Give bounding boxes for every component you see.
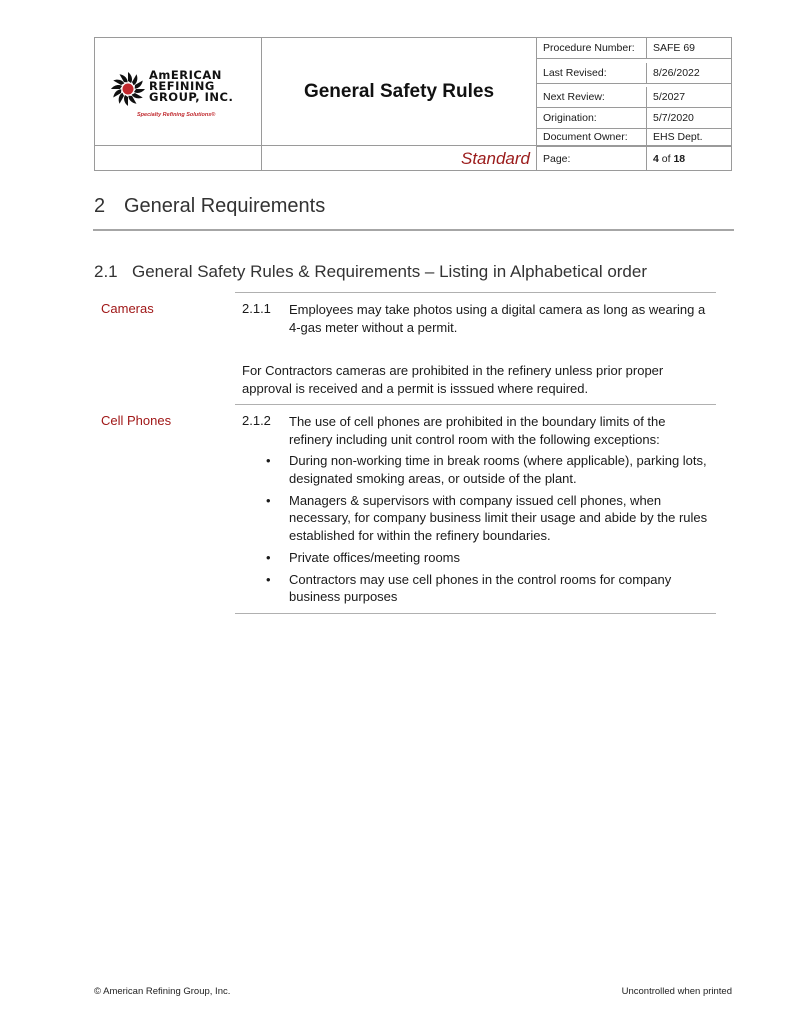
meta-row-page [537, 146, 732, 171]
item-note: For Contractors cameras are prohibited in the refinery unless prior proper approval is received and a permit is isssued where required. [242, 363, 664, 396]
subsection-number: 2.1 [94, 262, 118, 281]
logo-cell [95, 38, 262, 146]
section-divider [93, 229, 734, 231]
page-total: 18 [673, 153, 686, 165]
meta-label: Origination: [537, 108, 647, 128]
footer-copyright: © American Refining Group, Inc. [94, 986, 231, 997]
list-item [262, 571, 712, 606]
page-of: of [661, 153, 671, 165]
company-logo [109, 70, 249, 122]
meta-label: Procedure Number: [537, 38, 647, 58]
item-term-cell-phones: Cell Phones [101, 413, 172, 428]
standard-label: Standard [461, 149, 530, 168]
logo-line-2: REFINING [149, 79, 215, 93]
item-number: 2.1.2 [242, 413, 271, 428]
list-item [262, 549, 712, 567]
bullet-icon: • [266, 453, 271, 468]
bullet-icon: • [266, 549, 271, 565]
logo-tagline: Specialty Refining Solutions® [137, 112, 216, 118]
subsection-heading [94, 262, 647, 282]
meta-value: SAFE 69 [653, 42, 696, 54]
meta-label: Next Review: [537, 87, 647, 107]
standard-cell [262, 146, 537, 171]
meta-value: 5/2027 [653, 91, 686, 103]
list-item-text: During non-working time in break rooms (where applicable), parking lots, designated smoking areas, or outside of the plant. [289, 453, 707, 486]
meta-value: 8/26/2022 [653, 67, 700, 79]
section-heading [94, 195, 325, 218]
page-indicator [647, 147, 732, 171]
list-item [262, 452, 712, 487]
logo-wordmark [149, 70, 233, 103]
meta-row-last-revised [537, 63, 732, 84]
blank-cell [95, 146, 262, 171]
meta-label: Page: [537, 147, 647, 171]
list-item-text: Contractors may use cell phones in the control rooms for company business purposes [289, 571, 672, 604]
document-header-table [94, 37, 732, 171]
bullet-icon: • [266, 571, 271, 587]
list-item [262, 492, 712, 545]
item-term-cameras: Cameras [101, 301, 154, 316]
list-item-text: Managers & supervisors with company issued cell phones, when necessary, for company business limit their usage and abide by the rules established for within the refinery boundaries. [289, 492, 708, 543]
meta-row-next-review [537, 87, 732, 108]
bullet-icon: • [266, 492, 271, 508]
meta-row-procedure-number [537, 38, 732, 59]
meta-label: Document Owner: [537, 128, 647, 145]
section-title: General Requirements [124, 195, 326, 217]
subsection-title: General Safety Rules & Requirements – Listing in Alphabetical order [132, 262, 648, 281]
meta-label: Last Revised: [537, 63, 647, 83]
section-number: 2 [94, 195, 106, 217]
item-text: Employees may take photos using a digital camera as long as wearing a 4-gas meter without a permit. [289, 302, 706, 335]
item-number: 2.1.1 [242, 301, 271, 316]
meta-value: 5/7/2020 [653, 112, 694, 124]
row-divider [235, 404, 716, 405]
logo-line-3: GROUP, INC. [149, 90, 234, 104]
row-divider [235, 613, 716, 614]
exceptions-list [262, 452, 712, 610]
row-divider [235, 292, 716, 293]
meta-row-document-owner [537, 128, 732, 146]
sunburst-logo-icon [109, 70, 147, 108]
title-cell [262, 38, 537, 146]
meta-row-origination [537, 108, 732, 129]
logo-line-1: AmERICAN [149, 68, 222, 82]
list-item-text: Private offices/meeting rooms [289, 549, 460, 565]
page-current: 4 [653, 153, 659, 165]
meta-value: EHS Dept. [653, 131, 703, 143]
item-text: The use of cell phones are prohibited in the boundary limits of the refinery including unit control room with the following exceptions: [289, 414, 666, 447]
footer-uncontrolled-notice: Uncontrolled when printed [621, 986, 732, 997]
document-title: General Safety Rules [303, 80, 495, 102]
